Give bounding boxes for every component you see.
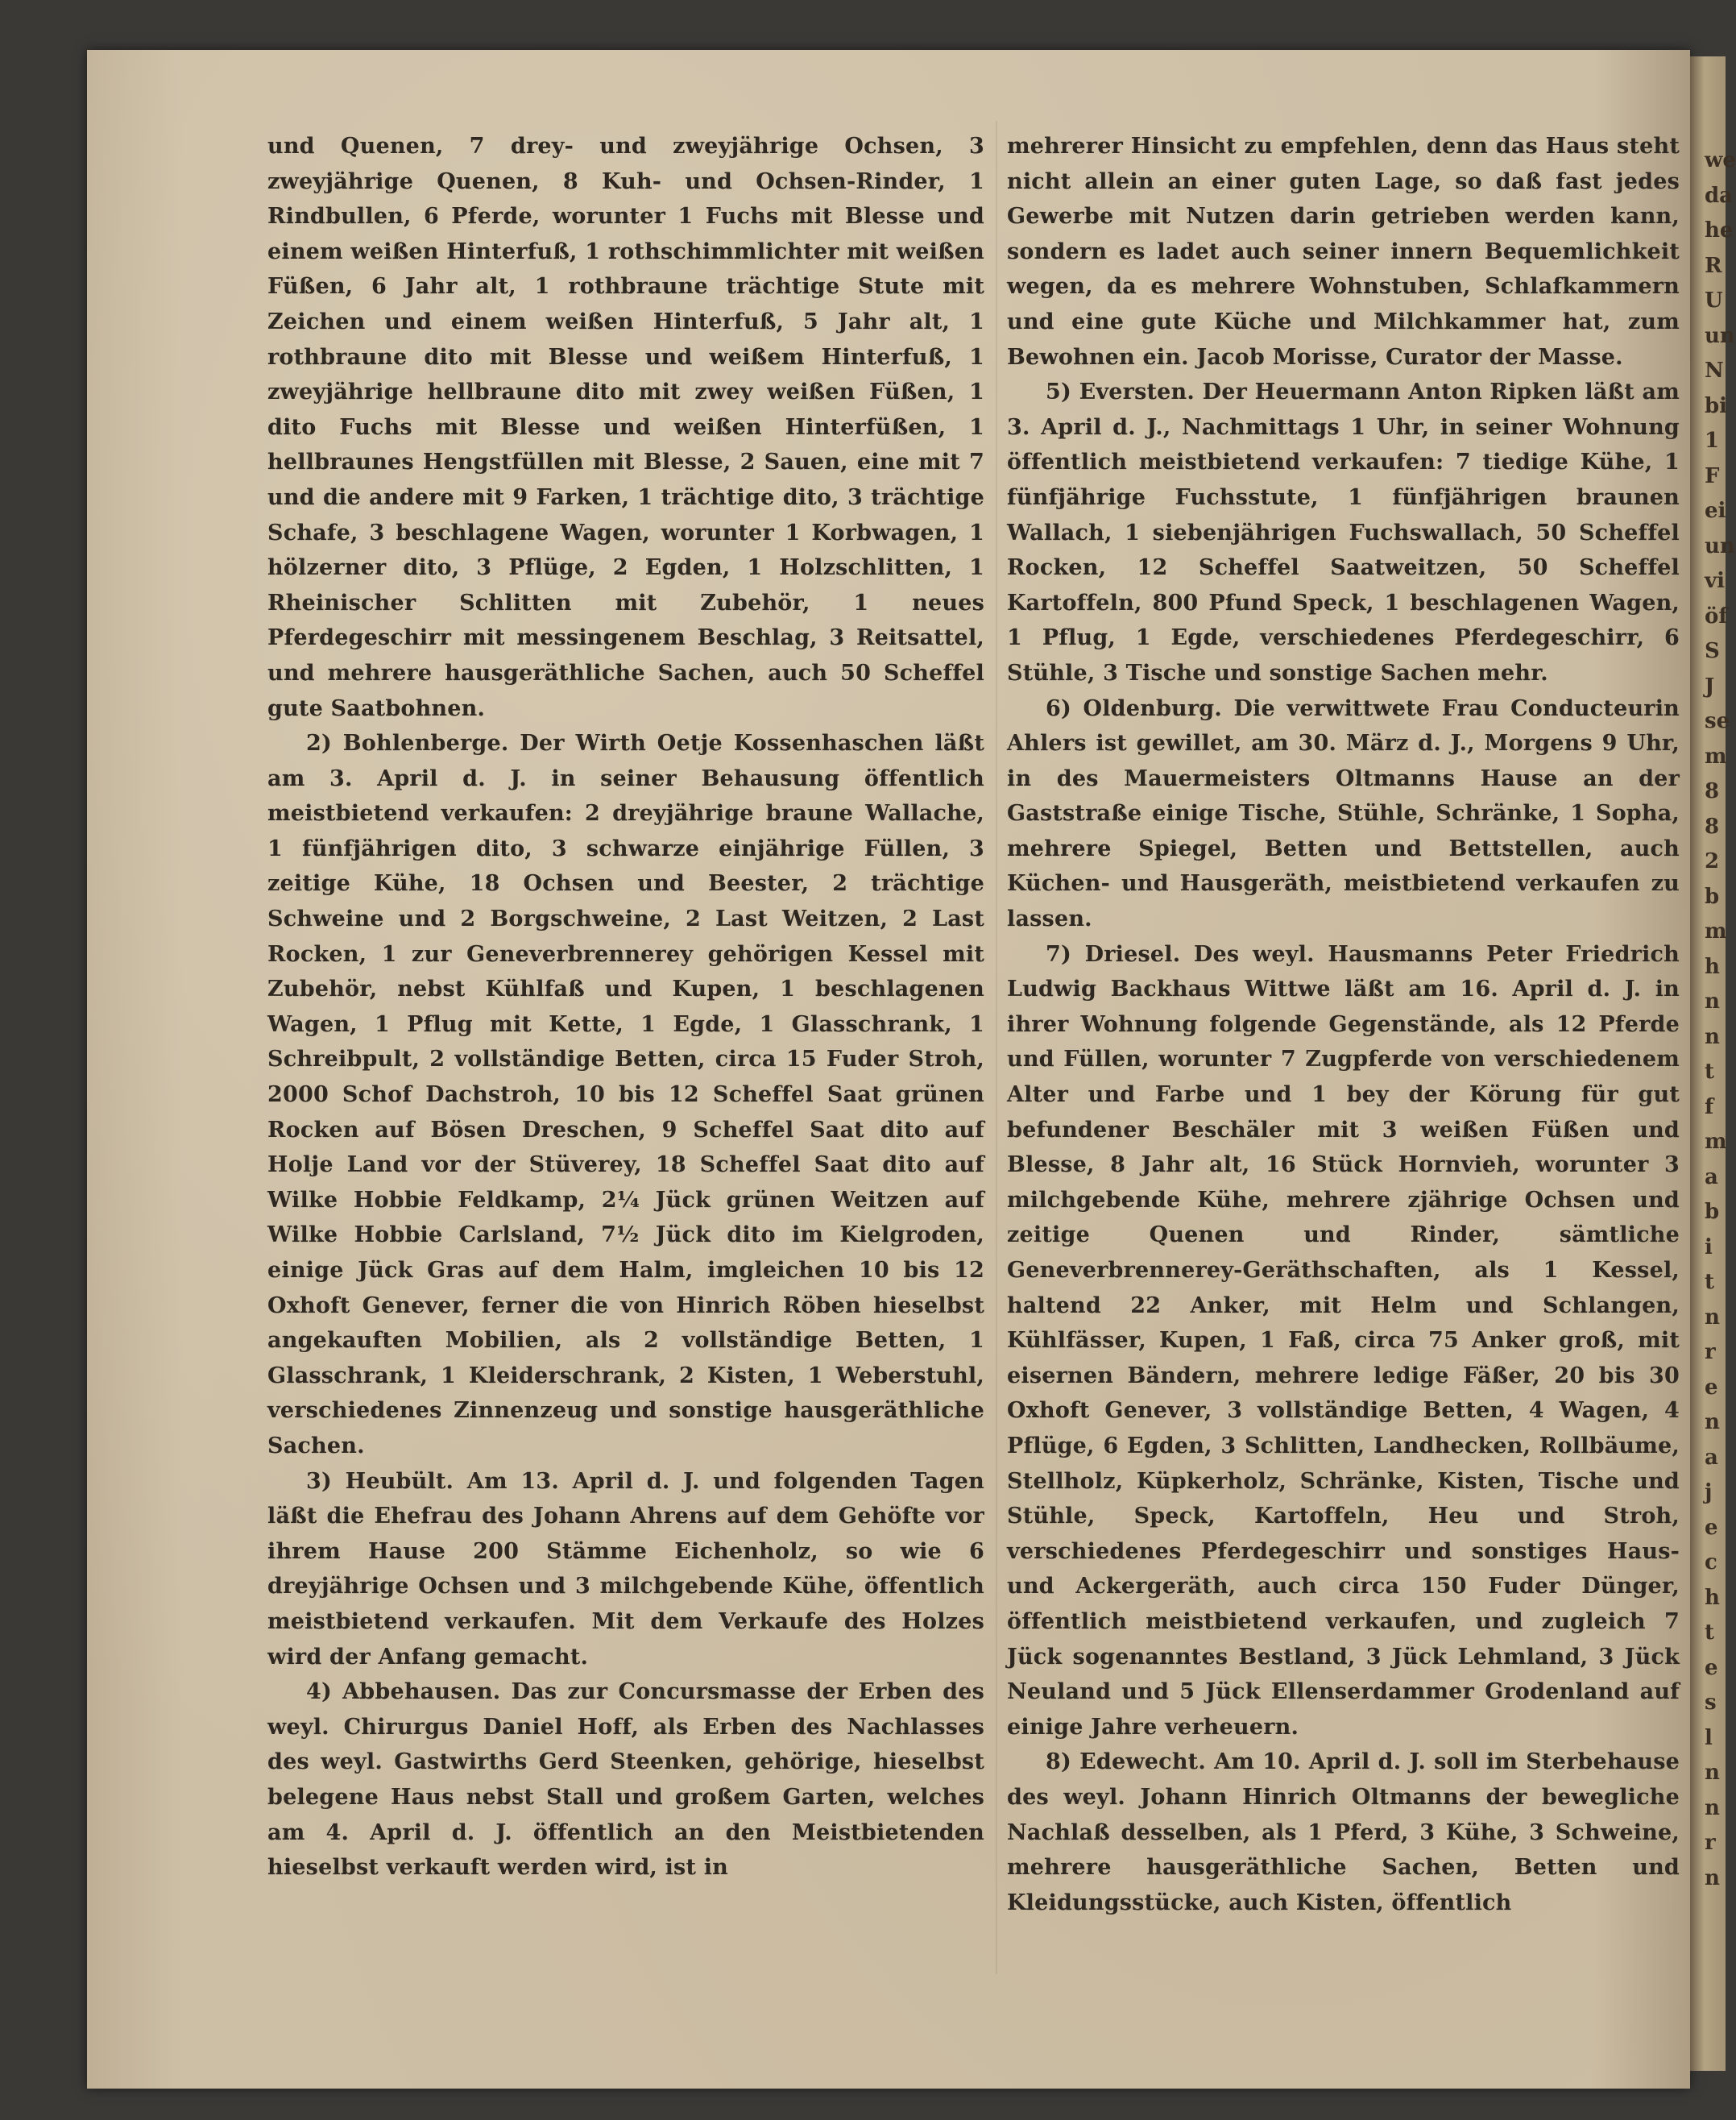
next-page-fragment: f (1705, 1094, 1714, 1119)
next-page-fragment: m (1705, 919, 1727, 944)
paragraph-left-3: 3) Heubült. Am 13. April d. J. und folgenden Tagen läßt die Ehefrau des Johann Ahrens auf dem Gehöfte vor ihrem Hause 200 Stämme Eichenholz, so wie 6 dreyjährige Ochsen und 3 milchgebende Kühe, öffentlich meistbietend verkaufen. Mit dem Verkaufe des Holzes wird der Anfang gemacht. (267, 1468, 984, 1670)
next-page-fragment: vi (1705, 569, 1725, 593)
next-page-fragment: h (1705, 954, 1720, 979)
next-page-fragment: J (1705, 674, 1715, 699)
next-page-edge (1690, 56, 1736, 2071)
next-page-fragment: da (1705, 183, 1734, 208)
next-page-fragment: 1 (1705, 429, 1720, 453)
next-page-fragment: e (1705, 1375, 1718, 1400)
next-page-fragment: 2 (1705, 849, 1720, 873)
next-page-fragment: l (1705, 1725, 1713, 1750)
next-page-fragment: S (1705, 639, 1720, 663)
next-page-fragment: un (1705, 323, 1735, 348)
next-page-fragment: h (1705, 1585, 1720, 1610)
next-page-fragment: n (1705, 1410, 1720, 1434)
next-page-fragment: n (1705, 989, 1720, 1014)
next-page-fragment: he (1705, 218, 1734, 243)
left-column (267, 129, 984, 1886)
next-page-fragment: i (1705, 1234, 1713, 1259)
next-page-fragment: n (1705, 1761, 1720, 1785)
next-page-fragment: n (1705, 1795, 1720, 1820)
next-page-fragment: m (1705, 1130, 1727, 1154)
paragraph-right-3: 6) Oldenburg. Die verwittwete Frau Conducteurin Ahlers ist gewillet, am 30. März d. J., Morgens 9 Uhr, in des Mauermeisters Oltmanns Hause an der Gaststraße einige Tische, Stühle, Schränke, 1 Sopha, mehrere Spiegel, Betten und Bettstellen, auch Küchen- und Hausgeräth, meistbietend verkaufen zu lassen. (1007, 695, 1680, 932)
next-page-fragments (1690, 143, 1736, 1896)
next-page-fragment: e (1705, 1515, 1718, 1540)
next-page-fragment: un (1705, 533, 1735, 558)
paragraph-right-1: mehrerer Hinsicht zu empfehlen, denn das Haus steht nicht allein an einer guten Lage, so daß fast jedes Gewerbe mit Nutzen darin getrieben werden kann, sondern es ladet auch seiner innern Bequemlichkeit wegen, da es mehrere Wohnstuben, Schlafkammern und eine gute Küche und Milchkammer hat, zum Bewohnen ein. Jacob Morisse, Curator der Masse. (1007, 134, 1680, 370)
paragraph-left-2: 2) Bohlenberge. Der Wirth Oetje Kossenhaschen läßt am 3. April d. J. in seiner Behausung öffentlich meistbietend verkaufen: 2 dreyjährige braune Wallache, 1 fünfjährigen dito, 3 schwarze einjährige Füllen, 3 zeitige Kühe, 18 Ochsen und Beester, 2 trächtige Schweine und 2 Borgschweine, 2 Last Weitzen, 2 Last Rocken, 1 zur Geneverbrennerey gehörigen Kessel mit Zubehör, nebst Kühlfaß und Kupen, 1 beschlagenen Wagen, 1 Pflug mit Kette, 1 Egde, 1 Glasschrank, 1 Schreibpult, 2 vollständige Betten, circa 15 Fuder Stroh, 2000 Schof Dachstroh, 10 bis 12 Scheffel Saat grünen Rocken auf Bösen Dreschen, 9 Scheffel Saat dito auf Holje Land vor der Stüverey, 18 Scheffel Saat dito auf Wilke Hobbie Feldkamp, 2¼ Jück grünen Weitzen auf Wilke Hobbie Carlsland, 7½ Jück dito im Kielgroden, einige Jück Gras auf dem Halm, imgleichen 10 bis 12 Oxhoft Genever, ferner die von Hinrich Röben hieselbst angekauften Mobilien, als 2 vollständige Betten, 1 Glasschrank, 1 Kleiderschrank, 2 Kisten, 1 Weberstuhl, verschiedenes Zinnenzeug und sonstige hausgeräthliche Sachen. (267, 731, 984, 1458)
next-page-fragment: b (1705, 1200, 1720, 1224)
next-page-fragment: t (1705, 1060, 1715, 1084)
right-column (1007, 129, 1680, 1920)
paragraph-right-5: 8) Edewecht. Am 10. April d. J. soll im Sterbehause des weyl. Johann Hinrich Oltmanns der bewegliche Nachlaß desselben, als 1 Pferd, 3 Kühe, 3 Schweine, mehrere hausgeräthliche Sachen, Betten und Kleidungsstücke, auch Kisten, öffentlich (1007, 1749, 1680, 1915)
next-page-fragment: 8 (1705, 814, 1720, 839)
next-page-fragment: m (1705, 744, 1727, 769)
next-page-fragment: b (1705, 884, 1720, 909)
next-page-fragment: n (1705, 1865, 1720, 1890)
next-page-fragment: r (1705, 1340, 1716, 1364)
next-page-fragment: R (1705, 253, 1722, 278)
next-page-fragment: F (1705, 463, 1720, 488)
paragraph-right-2: 5) Eversten. Der Heuermann Anton Ripken läßt am 3. April d. J., Nachmittags 1 Uhr, in seiner Wohnung öffentlich meistbietend verkaufen: 7 tiedige Kühe, 1 fünfjährige Fuchsstute, 1 fünfjährigen braunen Wallach, 1 siebenjährigen Fuchswallach, 50 Scheffel Rocken, 12 Scheffel Saatweitzen, 50 Scheffel Kartoffeln, 800 Pfund Speck, 1 beschlagenen Wagen, 1 Pflug, 1 Egde, verschiedenes Pferdegeschirr, 6 Stühle, 3 Tische und sonstige Sachen mehr. (1007, 380, 1680, 686)
next-page-fragment: N (1705, 359, 1724, 383)
next-page-fragment: we (1705, 148, 1736, 172)
next-page-fragment: c (1705, 1550, 1717, 1574)
next-page-fragment: öf (1705, 604, 1728, 629)
next-page-fragment: U (1705, 288, 1723, 313)
next-page-fragment: j (1705, 1480, 1713, 1504)
next-page-fragment: r (1705, 1831, 1716, 1855)
paragraph-right-4: 7) Driesel. Des weyl. Hausmanns Peter Friedrich Ludwig Backhaus Wittwe läßt am 16. April d. J. in ihrer Wohnung folgende Gegenstände, als 12 Pferde und Füllen, worunter 7 Zugpferde von verschiedenem Alter und Farbe und 1 bey der Körung für gut befundener Beschäler mit 3 weißen Füßen und Blesse, 8 Jahr alt, 16 Stück Hornvieh, worunter 3 milchgebende Kühe, mehrere zjährige Ochsen und zeitige Quenen und Rinder, sämtliche Geneverbrennerey-Geräthschaften, als 1 Kessel, haltend 22 Anker, mit Helm und Schlangen, Kühlfässer, Kupen, 1 Faß, circa 75 Anker groß, mit eisernen Bändern, mehrere ledige Fäßer, 20 bis 30 Oxhoft Genever, 3 vollständige Betten, 4 Wagen, 4 Pflüge, 6 Egden, 3 Schlitten, Landhecken, Rollbäume, Stellholz, Küpkerholz, Schränke, Kisten, Tische und Stühle, Speck, Kartoffeln, Heu und Stroh, verschiedenes Pferdegeschirr und sonstiges Haus- und Ackergeräth, auch circa 150 Fuder Dünger, öffentlich meistbietend verkaufen, und zugleich 7 Jück sogenanntes Bestland, 3 Jück Lehmland, 3 Jück Neuland und 5 Jück Ellenserdammer Grodenland auf einige Jahre verheuern. (1007, 941, 1680, 1740)
next-page-fragment: e (1705, 1655, 1718, 1680)
next-page-fragment: t (1705, 1270, 1715, 1294)
next-page-fragment: n (1705, 1024, 1720, 1049)
next-page-fragment: a (1705, 1164, 1718, 1189)
next-page-fragment: se (1705, 709, 1730, 733)
next-page-fragment: bi (1705, 393, 1728, 418)
column-gutter (996, 121, 997, 1974)
paragraph-left-4: 4) Abbehausen. Das zur Concursmasse der Erben des weyl. Chirurgus Daniel Hoff, als Erben des Nachlasses des weyl. Gastwirths Gerd Steenken, gehörige, hieselbst belegene Haus nebst Stall und großem Garten, welches am 4. April d. J. öffentlich an den Meistbietenden hieselbst verkauft werden wird, ist in (267, 1679, 984, 1881)
next-page-fragment: 8 (1705, 779, 1720, 803)
next-page-fragment: t (1705, 1620, 1715, 1645)
next-page-fragment: ei (1705, 499, 1726, 523)
next-page-fragment: s (1705, 1691, 1717, 1715)
next-page-fragment: n (1705, 1305, 1720, 1330)
next-page-fragment: a (1705, 1445, 1718, 1470)
paragraph-left-1: und Quenen, 7 drey- und zweyjährige Ochsen, 3 zweyjährige Quenen, 8 Kuh- und Ochsen-Rinder, 1 Rindbullen, 6 Pferde, worunter 1 Fuchs mit Blesse und einem weißen Hinterfuß, 1 rothschimmlichter mit weißen Füßen, 6 Jahr alt, 1 rothbraune trächtige Stute mit Zeichen und einem weißen Hinterfuß, 5 Jahr alt, 1 rothbraune dito mit Blesse und weißem Hinterfuß, 1 zweyjährige hellbraune dito mit zwey weißen Füßen, 1 dito Fuchs mit Blesse und weißen Hinterfüßen, 1 hellbraunes Hengstfüllen mit Blesse, 2 Sauen, eine mit 7 und die andere mit 9 Farken, 1 trächtige dito, 3 trächtige Schafe, 3 beschlagene Wagen, worunter 1 Korbwagen, 1 hölzerner dito, 3 Pflüge, 2 Egden, 1 Holzschlitten, 1 Rheinischer Schlitten mit Zubehör, 1 neues Pferdegeschirr mit messingenem Beschlag, 3 Reitsattel, und mehrere hausgeräthliche Sachen, auch 50 Scheffel gute Saatbohnen. (267, 134, 984, 721)
